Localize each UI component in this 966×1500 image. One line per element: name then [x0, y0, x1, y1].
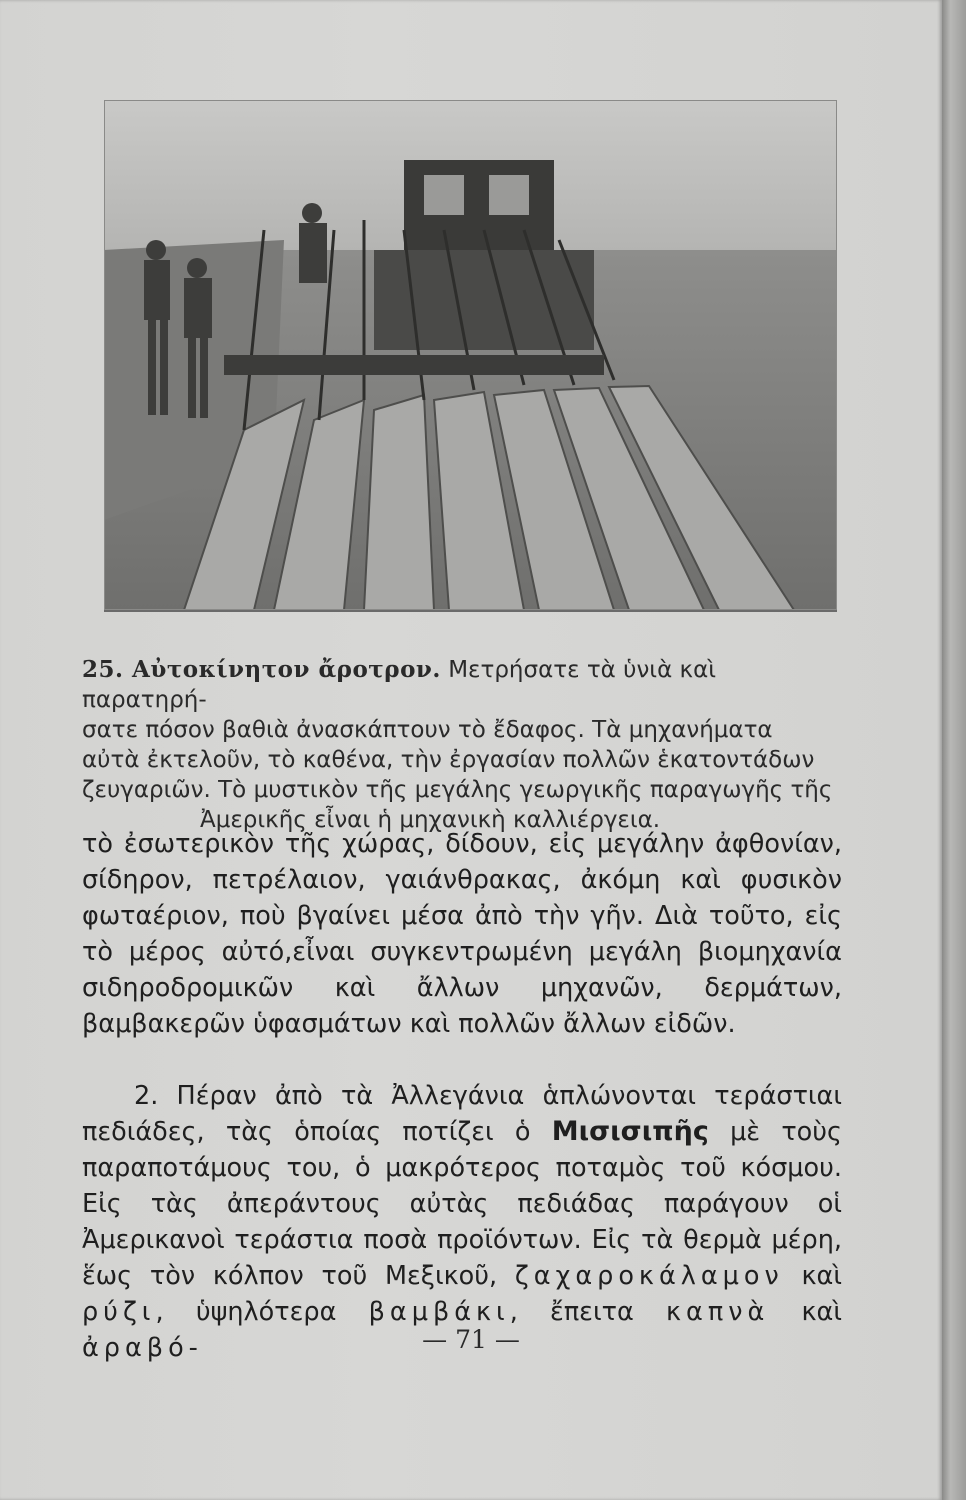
page-edge: [942, 0, 966, 1500]
p2-text-a: 2. Πέραν ἀπὸ τὰ Ἀλλεγάνια ἁπλώνονται τεράστιαι πεδιάδες, τὰς ὁποίας ποτίζει ὁ: [82, 1081, 842, 1147]
p2-text-d: , ὑψηλότερα: [155, 1297, 369, 1327]
body-text: [82, 826, 842, 1366]
rice-word: ρύζι: [82, 1297, 156, 1327]
caption-line-5: Ἀμερικῆς εἶναι ἡ μηχανικὴ καλλιέργεια.: [200, 807, 661, 833]
page-number: — 71 —: [422, 1325, 520, 1354]
mississippi-name: Μισισιπῆς: [551, 1116, 709, 1147]
caption-line-4: ζευγαριῶν. Τὸ μυστικὸν τῆς μεγάλης γεωργικῆς παραγωγῆς τῆς: [82, 777, 833, 803]
p2-text-c: καὶ: [783, 1261, 842, 1291]
caption-line-2: σατε πόσον βαθιὰ ἀνασκάπτουν τὸ ἔδαφος. Τὰ μηχανήματα: [82, 717, 773, 743]
paragraph-2: [82, 1078, 842, 1366]
caption-lead: 25. Αὐτοκίνητον ἄροτρον.: [82, 656, 441, 683]
photo-illustration: [104, 100, 837, 610]
caption-line-3: αὐτὰ ἐκτελοῦν, τὸ καθένα, τὴν ἐργασίαν πολλῶν ἑκατοντάδων: [82, 747, 815, 773]
tobacco-word: καπνὰ: [666, 1297, 770, 1327]
tractor-plough-photo: [104, 100, 837, 612]
photo-caption: [82, 655, 842, 835]
p2-text-f: καὶ: [769, 1297, 842, 1327]
cotton-word: βαμβάκι: [368, 1297, 510, 1327]
p2-text-e: , ἔπειτα: [509, 1297, 667, 1327]
paragraph-1: τὸ ἐσωτερικὸν τῆς χώρας, δίδουν, εἰς μεγάλην ἀφθονίαν, σίδηρον, πετρέλαιον, γαιάνθρακας, ἀκόμη καὶ φυσικὸν φωταέριον, ποὺ βγαίνει μέσα ἀπὸ τὴν γῆν. Διὰ τοῦτο, εἰς τὸ μέρος αὐτό,εἶναι συγκεντρωμένη μεγάλη βιομηχανία σιδηροδρομικῶν καὶ ἄλλων μηχανῶν, δερμάτων, βαμβακερῶν ὑφασμάτων καὶ πολλῶν ἄλλων εἰδῶν.: [82, 829, 842, 1039]
caption-line-1: Μετρήσατε τὰ ὑνιὰ καὶ παρατηρή-: [82, 657, 717, 713]
corn-word: ἀραβό-: [82, 1333, 203, 1363]
p2-text-b: μὲ τοὺς παραποτάμους του, ὁ μακρότερος ποταμὸς τοῦ κόσμου. Εἰς τὰς ἀπεράντους αὐτὰς πεδιάδας παράγουν οἱ Ἀμερικανοὶ τεράστια ποσὰ προϊόντων. Εἰς τὰ θερμὰ μέρη, ἕως τὸν κόλπον τοῦ Μεξικοῦ,: [82, 1117, 842, 1291]
sugarcane-word: ζαχαροκάλαμον: [514, 1261, 784, 1291]
